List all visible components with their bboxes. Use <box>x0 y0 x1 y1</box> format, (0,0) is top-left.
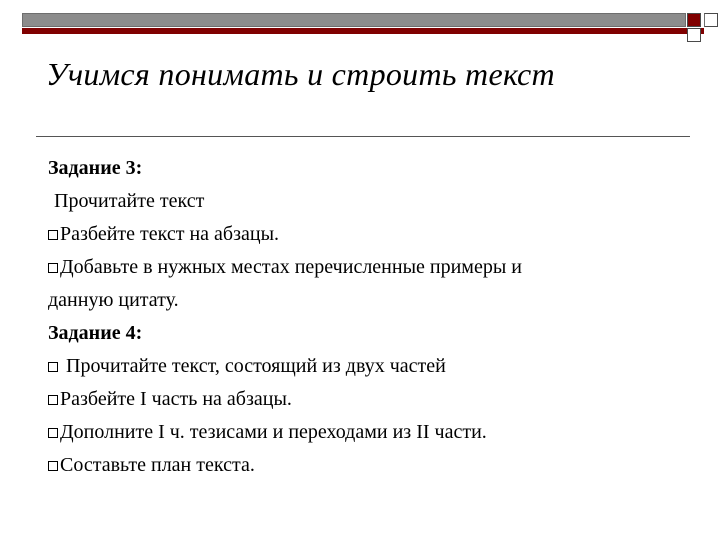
list-item <box>48 350 668 383</box>
square-bullet-icon <box>48 263 58 273</box>
square-bullet-icon <box>48 395 58 405</box>
corner-square-light <box>704 13 718 27</box>
square-bullet-icon <box>48 230 58 240</box>
title-divider <box>36 136 690 137</box>
corner-square-lower <box>687 28 701 42</box>
square-bullet-icon <box>48 461 58 471</box>
list-item <box>48 218 668 251</box>
list-item-text: Прочитайте текст, состоящий из двух частей <box>66 355 446 377</box>
list-item-text: Разбейте I часть на абзацы. <box>60 388 292 410</box>
slide-content <box>48 152 668 482</box>
list-item-text: Дополните I ч. тезисами и переходами из II части. <box>60 421 487 443</box>
slide-title: Учимся понимать и строить текст <box>46 56 555 92</box>
corner-square-dark <box>687 13 701 27</box>
list-item-continuation: данную цитату. <box>48 289 179 311</box>
task3-heading: Задание 3: <box>48 157 143 179</box>
task3-intro: Прочитайте текст <box>54 190 205 212</box>
list-item-text: Добавьте в нужных местах перечисленные примеры и <box>60 256 522 278</box>
list-item <box>48 416 668 449</box>
list-item-text: Составьте план текста. <box>60 454 255 476</box>
square-bullet-icon <box>48 362 58 372</box>
task4-heading: Задание 4: <box>48 322 143 344</box>
header-bar <box>22 13 686 27</box>
header-accent-rule <box>22 28 704 34</box>
list-item <box>48 383 668 416</box>
list-item <box>48 449 668 482</box>
list-item <box>48 251 668 284</box>
list-item-text: Разбейте текст на абзацы. <box>60 223 280 245</box>
square-bullet-icon <box>48 428 58 438</box>
